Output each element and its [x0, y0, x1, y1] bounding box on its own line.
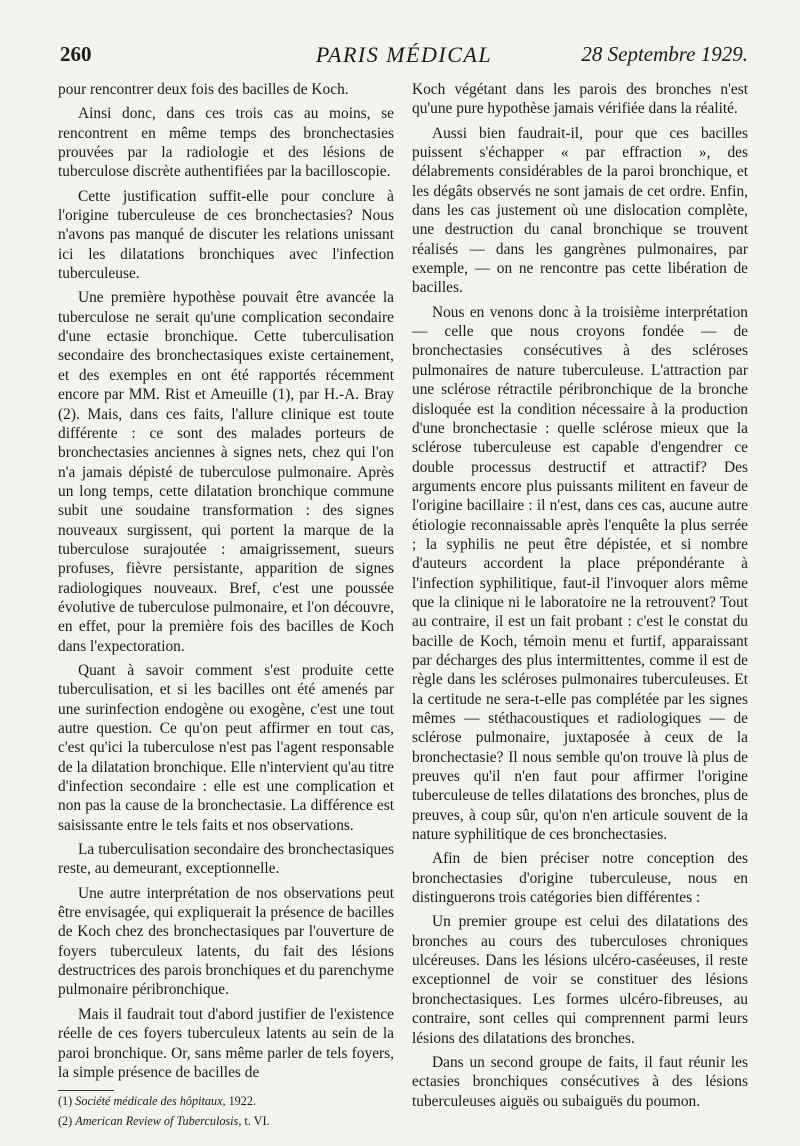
paragraph: Koch végétant dans les parois des bronches n'est qu'une pure hypothèse jamais vérifiée dans la réalité. [412, 81, 748, 118]
paragraph: Une première hypothèse pouvait être avancée la tuberculose ne serait qu'une complication secondaire d'une ectasie bronchique. Cette tuberculisation secondaire des bronchectasiques existe certainement, et des exemples en ont été rapportés récemment encore par MM. Rist et Ameuille (1), par H.-A. Bray (2). Mais, dans ces faits, l'allure clinique est toute différente : ce sont des malades porteurs de bronchectasies anciennes à signes nets, chez qui l'on n'a jamais dépisté de tuberculose pulmonaire. Après un long temps, cette dilatation bronchique commune subit une soudaine transformation : des signes nouveaux surgissent, qui portent la marque de la tuberculose surajoutée : amaigrissement, sueurs profuses, fièvre persistante, apparition de signes radiologiques nouveaux. Bref, c'est une poussée évolutive de tuberculose pulmonaire, et l'on découvre, en effet, pour la première fois des bacilles de Koch dans l'expectoration. [58, 289, 394, 655]
issue-date: 28 Septembre 1929. [581, 42, 748, 66]
paragraph: Nous en venons donc à la troisième interprétation — celle que nous croyons fondée — de bronchectasies consécutives à des scléroses pulmonaires de nature tuberculeuse. L'attraction par une sclérose rétractile péribronchique de la bronche disloquée est la condition nécessaire à la production d'une bronchectasie : quelle sclérose mieux que la sclérose tuberculeuse est capable d'engendrer ce double processus destructif et attractif? Des arguments encore plus puissants militent en faveur de l'origine bacillaire : il n'est, dans ces cas, aucune autre étiologie reconnaissable après l'enquête la plus serrée ; la syphilis ne peut être dépistée, et si nombre d'auteurs accordent la place prépondérante à l'infection syphilitique, faut-il l'invoquer alors même que la clinique ni le laboratoire ne la retrouvent? Tout au contraire, il est un fait probant : c'est le constat du bacille de Koch, témoin menu et furtif, apparaissant par décharges des plus intermittentes, comme il est de règle dans les scléroses pulmonaires tuberculeuses. Et la certitude ne sera-t-elle pas complétée par les signes mêmes — stéthacoustiques et radiologiques — de sclérose pulmonaire, juxtaposée à ceux de la bronchectasie? Il nous semble qu'on trouve là plus de preuves qu'il n'en faut pour affirmer l'origine tuberculeuse de telles dilatations des bronches, plus de preuves, à coup sûr, qu'on n'en articule souvent de la nature syphilitique de ces bronchectasies. [412, 303, 748, 844]
paragraph: Mais il faudrait tout d'abord justifier de l'existence réelle de ces foyers tuberculeux latents au sein de la paroi bronchique. Or, sans même parler de tels foyers, la simple présence de bacilles de [58, 1005, 394, 1081]
footnote: (2) American Review of Tuberculosis, t. VI. [58, 1114, 270, 1129]
paragraph: Afin de bien préciser notre conception des bronchectasies d'origine tuberculeuse, nous en distinguerons trois catégories bien différentes : [412, 850, 748, 907]
paragraph: Cette justification suffit-elle pour conclure à l'origine tuberculeuse de ces bronchectasies? Nous n'avons pas manqué de discuter les relations unissant ici les dilatations bronchiques avec l'infection tuberculeuse. [58, 187, 394, 283]
journal-title: PARIS MÉDICAL [315, 42, 493, 67]
left-column [58, 80, 394, 1129]
paragraph: La tuberculisation secondaire des bronchectasiques reste, au demeurant, exceptionnelle. [58, 841, 394, 878]
paragraph: pour rencontrer deux fois des bacilles de Koch. [58, 81, 349, 98]
footnote: (1) Société médicale des hôpitaux, 1922. [58, 1094, 256, 1109]
footnote-rule [58, 1090, 114, 1091]
paragraph: Un premier groupe est celui des dilatations des bronches au cours des tuberculoses chroniques ulcéreuses. Dans les lésions ulcéro-caséeuses, il reste exceptionnel de voir se constituer des lésions bronchectasiques. Les formes ulcéro-fibreuses, au contraire, sont celles qui comprennent parmi leurs lésions des dilatations des bronches. [412, 913, 748, 1047]
paragraph: Ainsi donc, dans ces trois cas au moins, se rencontrent en même temps des bronchectasies prouvées par la radiologie et des lésions de tuberculose discrète authentifiées par la bacilloscopie. [58, 105, 394, 181]
paragraph: Une autre interprétation de nos observations peut être envisagée, qui expliquerait la présence de bacilles de Koch chez des bronchectasiques par l'ouverture de foyers tuberculeux latents, du fait des lésions destructrices des parois bronchiques et du parenchyme pulmonaire péribronchique. [58, 884, 394, 999]
paragraph: Aussi bien faudrait-il, pour que ces bacilles puissent s'échapper « par effraction », des délabrements considérables de la paroi bronchique, et les dégâts observés ne sont jamais de cet ordre. Enfin, dans les cas justement où une dislocation complète, une destruction du canal bronchique se trouvent réalisés — dans les gangrènes pulmonaires, par exemple, — on ne rencontre pas cette libération de bacilles. [412, 124, 748, 297]
page-number: 260 [60, 42, 92, 66]
paragraph: Quant à savoir comment s'est produite cette tuberculisation, et si les bacilles ont été amenés par une surinfection endogène ou exogène, c'est une tout autre question. Ce qu'on peut affirmer en tout cas, c'est qu'ici la tuberculose n'est pas l'agent responsable de la dilatation bronchique. Elle n'intervient qu'au titre d'infection secondaire : elle est une complication et non pas la cause de la bronchectasie. La différence est saisissante entre le tels faits et nos observations. [58, 661, 394, 834]
paragraph: Dans un second groupe de faits, il faut réunir les ectasies bronchiques consécutives à des lésions tuberculeuses aiguës ou subaiguës du poumon. [412, 1053, 748, 1110]
right-column [412, 80, 748, 1111]
page-header [60, 42, 748, 72]
